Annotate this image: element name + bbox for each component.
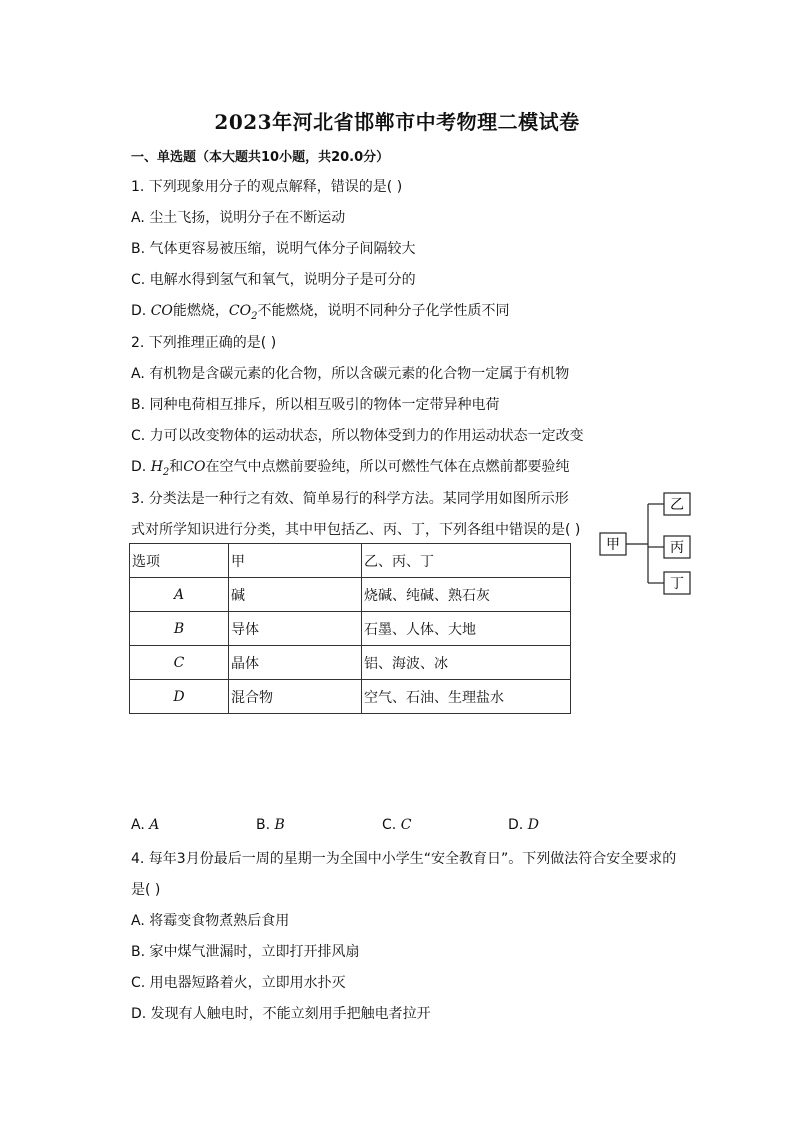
q3-answer-b — [256, 817, 285, 833]
table-row — [130, 578, 571, 612]
page-title: 2023年河北省邯郸市中考物理二模试卷 — [214, 110, 580, 134]
answer-value: D — [527, 817, 539, 833]
table-cell-option: C — [130, 646, 229, 680]
table-header-cell: 选项 — [130, 544, 229, 578]
table-cell: 石墨、人体、大地 — [362, 612, 571, 646]
q2-d-and: 和 — [169, 459, 184, 475]
answer-value: C — [400, 817, 412, 833]
table-cell: 烧碱、纯碱、熟石灰 — [362, 578, 571, 612]
answer-letter: C. — [382, 817, 397, 833]
answer-letter: D. — [508, 817, 524, 833]
q2-d-h: H — [150, 459, 163, 475]
q2-stem: 2. 下列推理正确的是( ) — [131, 335, 277, 351]
q1-d-mid: 能燃烧， — [172, 303, 229, 319]
q1-d-co: CO — [150, 303, 173, 319]
q1-d-co2-sub: 2 — [251, 310, 258, 322]
q2-option-d — [131, 456, 569, 478]
q1-d-prefix: D. — [131, 303, 151, 319]
q3-answer-a — [131, 817, 159, 833]
q3-answer-c — [382, 817, 411, 833]
q4-option-a: A. 将霉变食物煮熟后食用 — [131, 913, 290, 929]
q4-option-c: C. 用电器短路着火，立即用水扑灭 — [131, 975, 346, 991]
diagram-child-label: 丙 — [670, 540, 684, 556]
q2-d-prefix: D. — [131, 459, 151, 475]
table-cell: 混合物 — [229, 680, 362, 714]
section-heading: 一、单选题（本大题共10小题，共20.0分） — [131, 150, 390, 165]
answer-value: B — [274, 817, 285, 833]
table-cell: 空气、石油、生理盐水 — [362, 680, 571, 714]
q1-d-rest: 不能燃烧，说明不同种分子化学性质不同 — [257, 303, 510, 319]
q2-option-b: B. 同种电荷相互排斥，所以相互吸引的物体一定带异种电荷 — [131, 397, 500, 413]
q1-option-a: A. 尘土飞扬，说明分子在不断运动 — [131, 210, 346, 226]
q3-answer-d — [508, 817, 539, 833]
table-cell: 导体 — [229, 612, 362, 646]
q2-d-co: CO — [183, 459, 206, 475]
table-cell-option: A — [130, 578, 229, 612]
classification-tree-diagram — [596, 488, 720, 598]
q3-stem-line1: 3. 分类法是一种行之有效、简单易行的科学方法。某同学用如图所示形 — [131, 491, 569, 507]
table-cell: 晶体 — [229, 646, 362, 680]
q4-option-d: D. 发现有人触电时，不能立刻用手把触电者拉开 — [131, 1006, 431, 1022]
table-cell: 铝、海波、冰 — [362, 646, 571, 680]
diagram-child-label: 乙 — [670, 497, 684, 513]
q4-option-b: B. 家中煤气泄漏时，立即打开排风扇 — [131, 944, 360, 960]
table-header-cell: 乙、丙、丁 — [362, 544, 571, 578]
q2-option-c: C. 力可以改变物体的运动状态，所以物体受到力的作用运动状态一定改变 — [131, 428, 584, 444]
answer-letter: B. — [256, 817, 271, 833]
q1-option-c: C. 电解水得到氢气和氧气，说明分子是可分的 — [131, 272, 416, 288]
q1-stem: 1. 下列现象用分子的观点解释，错误的是( ) — [131, 179, 403, 195]
q1-option-b: B. 气体更容易被压缩，说明气体分子间隔较大 — [131, 241, 416, 257]
table-row — [130, 680, 571, 714]
q1-d-co2: CO — [228, 303, 252, 319]
table-row — [130, 646, 571, 680]
answer-value: A — [149, 817, 160, 833]
table-header-row — [130, 544, 571, 578]
q2-d-h-sub: 2 — [162, 466, 170, 478]
q1-option-d — [131, 300, 509, 322]
diagram-root-label: 甲 — [606, 537, 620, 553]
table-cell: 碱 — [229, 578, 362, 612]
q3-stem-line2: 式对所学知识进行分类，其中甲包括乙、丙、丁，下列各组中错误的是( ) — [131, 522, 581, 538]
answer-letter: A. — [131, 817, 145, 833]
table-row — [130, 612, 571, 646]
q2-d-rest: 在空气中点燃前要验纯，所以可燃性气体在点燃前都要验纯 — [205, 459, 570, 475]
table-header-cell: 甲 — [229, 544, 362, 578]
q3-classification-table — [129, 543, 571, 714]
q2-option-a: A. 有机物是含碳元素的化合物，所以含碳元素的化合物一定属于有机物 — [131, 366, 570, 382]
q4-stem-line2: 是( ) — [131, 882, 161, 898]
q4-stem-line1: 4. 每年3月份最后一周的星期一为全国中小学生“安全教育日”。下列做法符合安全要求的 — [131, 851, 677, 867]
diagram-child-label: 丁 — [670, 576, 684, 592]
table-cell-option: B — [130, 612, 229, 646]
table-cell-option: D — [130, 680, 229, 714]
